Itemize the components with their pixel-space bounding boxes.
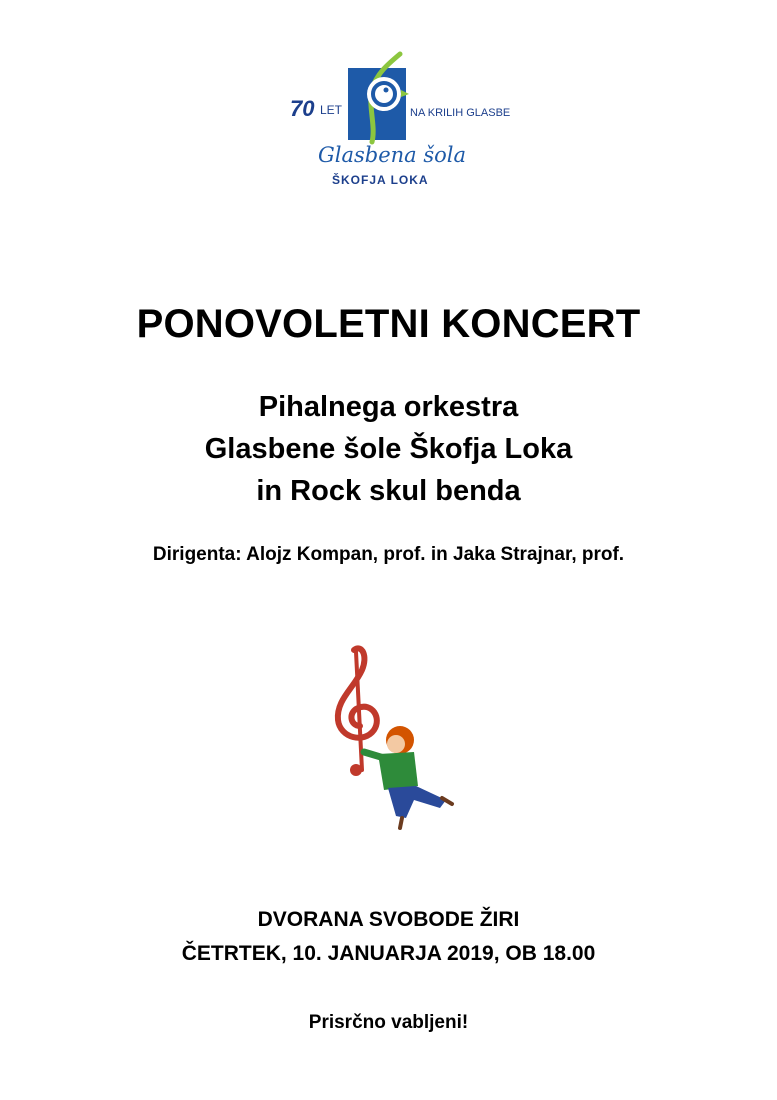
logo-eye [384, 88, 389, 93]
clef-dot [350, 764, 362, 776]
subtitle-line-1: Pihalnega orkestra [258, 391, 519, 423]
boy-pants [388, 786, 446, 818]
boy-shirt [378, 752, 418, 790]
welcome-line: Prisrčno vabljeni! [308, 1012, 469, 1033]
event-datetime: ČETRTEK, 10. JANUARJA 2019, OB 18.00 [181, 942, 596, 965]
illustration-graphic [318, 640, 468, 835]
concert-subtitle [0, 386, 777, 512]
school-logo [288, 50, 511, 190]
logo-town: ŠKOFJA LOKA [332, 173, 429, 187]
concert-title: PONOVOLETNI KONCERT [136, 302, 641, 346]
boy-face [387, 735, 405, 753]
treble-clef-boy-icon [318, 640, 468, 835]
logo-graphic [288, 50, 511, 190]
subtitle-line-2: Glasbene šole Škofja Loka [204, 433, 573, 465]
logo-slogan: NA KRILIH GLASBE [410, 107, 511, 119]
event-venue: DVORANA SVOBODE ŽIRI [257, 908, 520, 931]
logo-let: LET [320, 103, 343, 117]
boy-foot-left [400, 818, 402, 828]
subtitle-line-3: in Rock skul benda [256, 475, 521, 507]
conductors-line: Dirigenta: Alojz Kompan, prof. in Jaka Strajnar, prof. [152, 544, 625, 565]
logo-number: 70 [290, 96, 315, 121]
logo-school-script: Glasbena šola [318, 143, 467, 167]
